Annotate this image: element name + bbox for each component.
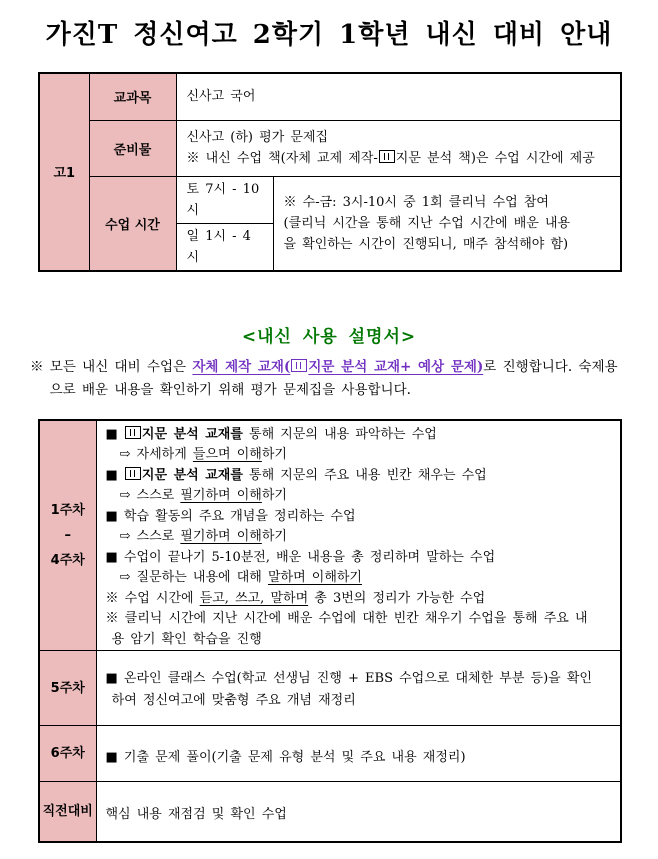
subject-value: 신사고 국어 bbox=[176, 73, 621, 120]
intro-note: ※ 모든 내신 대비 수업은 자체 제작 교재( 지문 분석 교재+ 예상 문제)로 진행합니다. 숙제용 으로 배운 내용을 확인하기 위해 평가 문제집을 사용합니다. bbox=[30, 358, 618, 398]
book-placeholder-icon bbox=[125, 426, 141, 439]
week-5-label: 5주차 bbox=[39, 651, 96, 726]
curriculum-table bbox=[38, 419, 622, 843]
week-1-4-content: ■ 지문 분석 교재를 통해 지문의 내용 파악하는 수업 ⇨ 자세하게 들으며 이해하기 ■ 지문 분석 교재를 통해 지문의 주요 내용 빈칸 채우는 수업 ⇨ 스스로 필기하며 이해하기 ■ 학습 활동의 주요 개념을 정리하는 수업 ⇨ 스스로 필기하며 이해하기 ■ 수업이 끝나기 5-10분전, 배운 내용을 총 정리하며 말하는 수업 ⇨ 질문하는 내용에 대해 말하며 이해하기 ※ 수업 시간에 듣고, 쓰고, 말하며 총 3번의 정리가 가능한 수업 ※ 클리닉 시간에 지난 시간에 배운 수업에 대한 빈칸 채우기 수업을 통해 주요 내 용 암기 확인 학습을 진행 bbox=[96, 420, 621, 651]
book-placeholder-icon bbox=[291, 359, 307, 372]
week-6-content: ■ 기출 문제 풀이(기출 문제 유형 분석 및 주요 내용 재정리) bbox=[96, 726, 621, 782]
schedule-time-saturday: 토 7시 - 10시 bbox=[176, 176, 273, 223]
week-6-label: 6주차 bbox=[39, 726, 96, 782]
week-1-4-label: 1주차 – 4주차 bbox=[39, 420, 96, 651]
final-prep-content: 핵심 내용 재점검 및 확인 수업 bbox=[96, 782, 621, 842]
page-title: 가진T 정신여고 2학기 1학년 내신 대비 안내 bbox=[45, 20, 613, 50]
schedule-time-sunday: 일 1시 - 4시 bbox=[176, 223, 273, 271]
book-placeholder-icon bbox=[379, 150, 395, 163]
final-prep-label: 직전대비 bbox=[39, 782, 96, 842]
schedule-clinic-note: ※ 수-금: 3시-10시 중 1회 클리닉 수업 참여 (클리닉 시간을 통해 지난 수업 시간에 배운 내용 을 확인하는 시간이 진행되니, 매주 참석해야 함) bbox=[273, 176, 621, 271]
class-info-table bbox=[38, 72, 622, 272]
book-placeholder-icon bbox=[125, 467, 141, 480]
subject-row-label: 교과목 bbox=[89, 73, 176, 120]
week-5-content: ■ 온라인 클래스 수업(학교 선생님 진행 + EBS 수업으로 대체한 부분 등)을 확인 하여 정신여고에 맞춤형 주요 개념 재정리 bbox=[96, 651, 621, 726]
schedule-row-label: 수업 시간 bbox=[89, 176, 176, 271]
materials-value: 신사고 (하) 평가 문제집 ※ 내신 수업 책(자체 교제 제작- 지문 분석 책)은 수업 시간에 제공 bbox=[176, 120, 621, 176]
grade-cell: 고1 bbox=[39, 73, 89, 271]
section-heading: <내신 사용 설명서> bbox=[241, 326, 417, 347]
materials-row-label: 준비물 bbox=[89, 120, 176, 176]
